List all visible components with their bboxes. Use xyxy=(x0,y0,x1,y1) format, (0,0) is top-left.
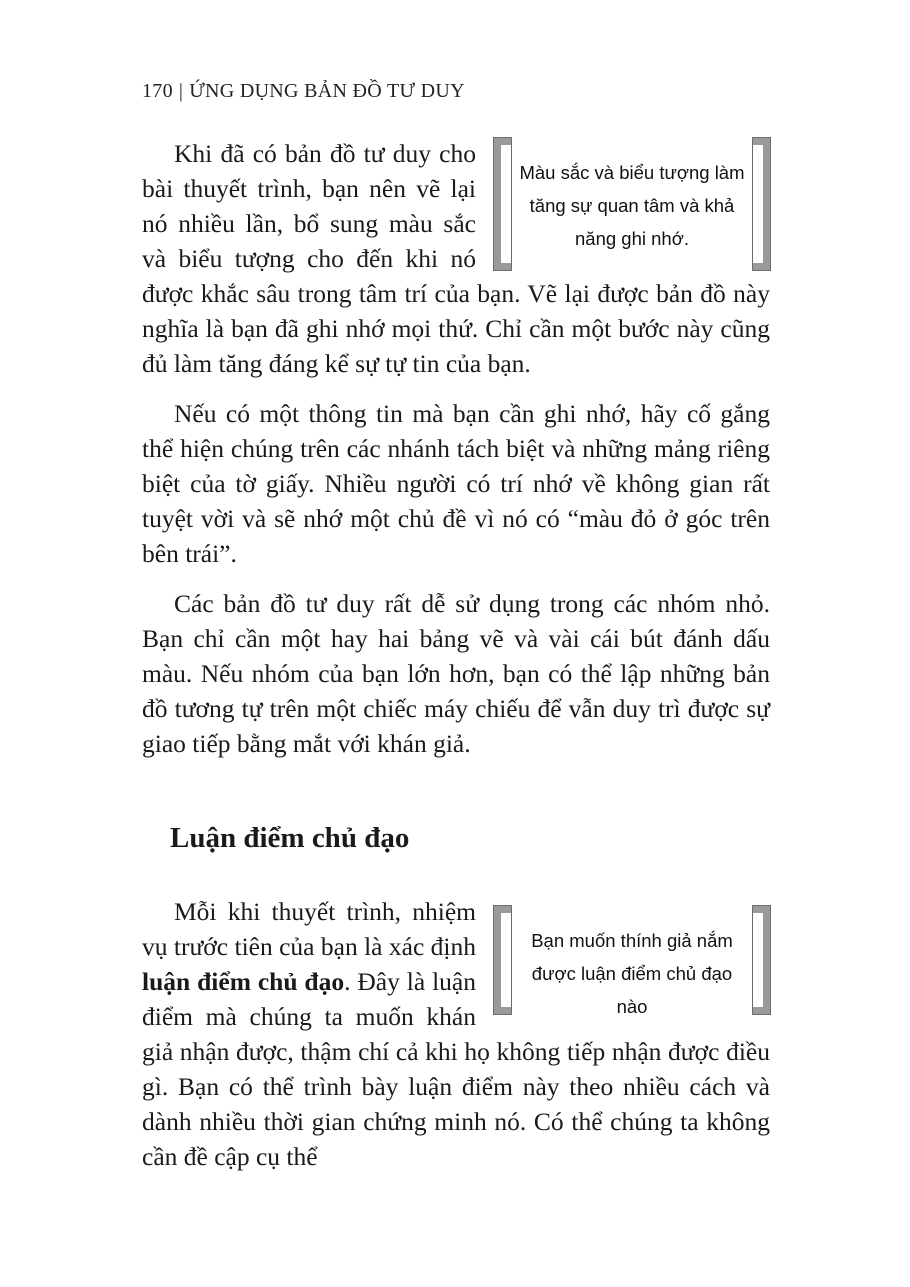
pull-quote-text: Màu sắc và biểu tượng làm tăng sự quan tâm và khả năng ghi nhớ. xyxy=(519,162,745,249)
paragraph-1 xyxy=(142,136,770,381)
section-heading: Luận điểm chủ đạo xyxy=(170,822,410,854)
running-header xyxy=(142,80,465,103)
paragraph-3 xyxy=(142,586,770,761)
pull-quote-box xyxy=(494,906,770,1017)
paragraph-text: Nếu có một thông tin mà bạn cần ghi nhớ, hãy cố gắng thể hiện chúng trên các nhánh tách biệt và những mảng riêng biệt của tờ giấy. Nhiều người có trí nhớ về không gian rất tuyệt vời và sẽ nhớ một chủ đề vì nó có “màu đỏ ở góc trên bên trái”. xyxy=(142,399,770,568)
paragraph-text: Khi đã có bản đồ tư duy cho bài thuyết trình, bạn nên vẽ lại nó nhiều lần, bổ sung màu sắc và biểu tượng cho đến khi nó được khắc sâu trong tâm trí của bạn. Vẽ lại được bản đồ này nghĩa là bạn đã ghi nhớ mọi thứ. Chỉ cần một bước này cũng đủ làm tăng đáng kể sự tự tin của bạn. xyxy=(142,139,770,378)
book-title: ỨNG DỤNG BẢN ĐỒ TƯ DUY xyxy=(189,80,465,102)
paragraph-4 xyxy=(142,894,770,1174)
key-term: luận điểm chủ đạo xyxy=(142,967,345,996)
page-body xyxy=(142,136,770,1189)
left-bracket-decoration xyxy=(494,138,511,270)
paragraph-2 xyxy=(142,396,770,571)
pull-quote-box xyxy=(494,138,770,270)
paragraph-text-start: Mỗi khi thuyết trình, nhiệm vụ trước tiên của bạn là xác định xyxy=(142,897,476,961)
paragraph-text-end: . Đây là luận điểm mà chúng ta muốn khán giả nhận được, thậm chí cả khi họ không tiếp nhận được điều gì. Bạn có thể trình bày luận điểm này theo nhiều cách và dành nhiều thời gian chứng minh nó. Có thể chúng ta không cần đề cập cụ thể xyxy=(142,967,770,1171)
pull-quote-text: Bạn muốn thính giả nắm được luận điểm chủ đạo nào xyxy=(531,930,733,1017)
right-bracket-decoration xyxy=(753,138,770,270)
paragraph-text: Các bản đồ tư duy rất dễ sử dụng trong các nhóm nhỏ. Bạn chỉ cần một hay hai bảng vẽ và vài cái bút đánh dấu màu. Nếu nhóm của bạn lớn hơn, bạn có thể lập những bản đồ tương tự trên một chiếc máy chiếu để vẫn duy trì được sự giao tiếp bằng mắt với khán giả. xyxy=(142,589,770,758)
left-bracket-decoration xyxy=(494,906,511,1014)
right-bracket-decoration xyxy=(753,906,770,1014)
header-separator: | xyxy=(178,80,184,102)
page-number: 170 xyxy=(142,80,173,102)
